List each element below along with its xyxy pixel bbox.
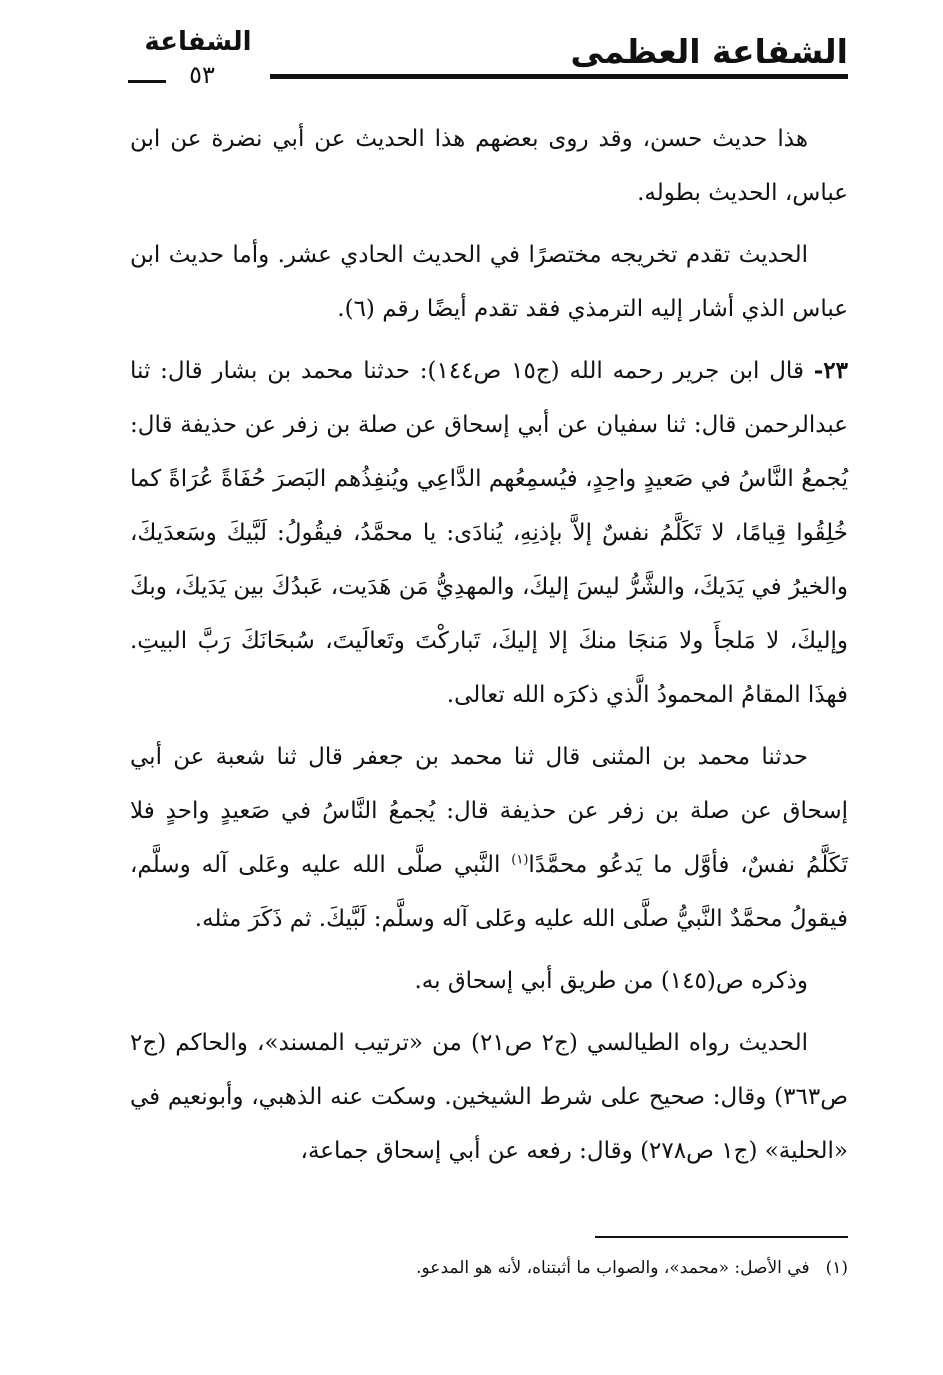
paragraph-3-text-b: النَّبي صلَّى الله عليه وعَلى آله وسلَّم، فيقولُ محمَّدٌ النَّبيُّ صلَّى الله عليه وعَلى آله وسلَّم: لَبَّيكَ. ثم ذَكَرَ مثله. (130, 852, 848, 932)
header-ornament: الشفاعة (144, 27, 252, 57)
hadith-23-text: قال ابن جرير رحمه الله (ج١٥ ص١٤٤): حدثنا محمد بن بشار قال: ثنا عبدالرحمن قال: ثنا سفيان عن أبي إسحاق عن صلة بن زفر عن حذيفة قال: يُجمعُ النَّاسُ في صَعيدٍ واحِدٍ، فيُسمِعُهم الدَّاعِي ويُنفِذُهم البَصرَ حُفَاةً عُرَاةً كما خُلِقُوا قِيامًا، لا تَكَلَّمُ نفسٌ إلاَّ بإذنِهِ، يُنادَى: يا محمَّدُ، فيقُولُ: لَبَّيكَ وسَعدَيكَ، والخيرُ في يَدَيكَ، والشَّرُّ ليسَ إليكَ، والمهدِيُّ مَن هَدَيت، عَبدُكَ بين يَدَيكَ، وبكَ وإليكَ، لا مَلجأَ ولا مَنجَا منكَ إلا إليكَ، تَباركْتَ وتَعالَيتَ، سُبحَانَكَ رَبَّ البيتِ. فهذَا المقامُ المحمودُ الَّذي ذكرَه الله تعالى. (130, 358, 848, 708)
page-number-rule (128, 80, 166, 83)
paragraph-1: هذا حديث حسن، وقد روى بعضهم هذا الحديث عن أبي نضرة عن ابن عباس، الحديث بطوله. (130, 126, 848, 206)
footnote-number: (١) (825, 1258, 848, 1278)
footnote-1 (130, 1252, 848, 1284)
page-header (120, 22, 848, 92)
paragraph-5: الحديث رواه الطيالسي (ج٢ ص٢١) من «ترتيب المسند»، والحاكم (ج٢ ص٣٦٣) وقال: صحيح على شرط الشيخين. وسكت عنه الذهبي، وأبونعيم في «الحلية» (ج١ ص٢٧٨) وقال: رفعه عن أبي إسحاق جماعة، (130, 1030, 848, 1164)
footnotes (130, 1252, 848, 1284)
paragraph-4: وذكره ص(١٤٥) من طريق أبي إسحاق به. (414, 968, 808, 994)
header-rule (270, 74, 848, 79)
paragraph-2: الحديث تقدم تخريجه مختصرًا في الحديث الحادي عشر. وأما حديث ابن عباس الذي أشار إليه الترمذي فقد تقدم أيضًا رقم (٦). (130, 242, 848, 322)
body-text (130, 112, 848, 1186)
footnote-text: في الأصل: «محمد»، والصواب ما أثبتناه، لأنه هو المدعو. (416, 1258, 810, 1278)
paragraph-3-text-a: حدثنا محمد بن المثنى قال ثنا محمد بن جعفر قال ثنا شعبة عن أبي إسحاق عن صلة بن زفر عن حذيفة قال: يُجمعُ النَّاسُ في صَعيدٍ واحدٍ فلا تَكَلَّمُ نفسٌ، فأوَّل ما يَدعُو محمَّدًا (130, 744, 848, 878)
footnote-rule (595, 1236, 848, 1238)
running-title: الشفاعة العظمى (570, 32, 848, 71)
footnote-marker[interactable]: (١) (511, 852, 529, 868)
page-number: ٥٣ (189, 61, 215, 89)
hadith-23-paragraph (130, 344, 848, 722)
hadith-number: ٢٣- (813, 357, 848, 384)
paragraph-3 (130, 730, 848, 946)
